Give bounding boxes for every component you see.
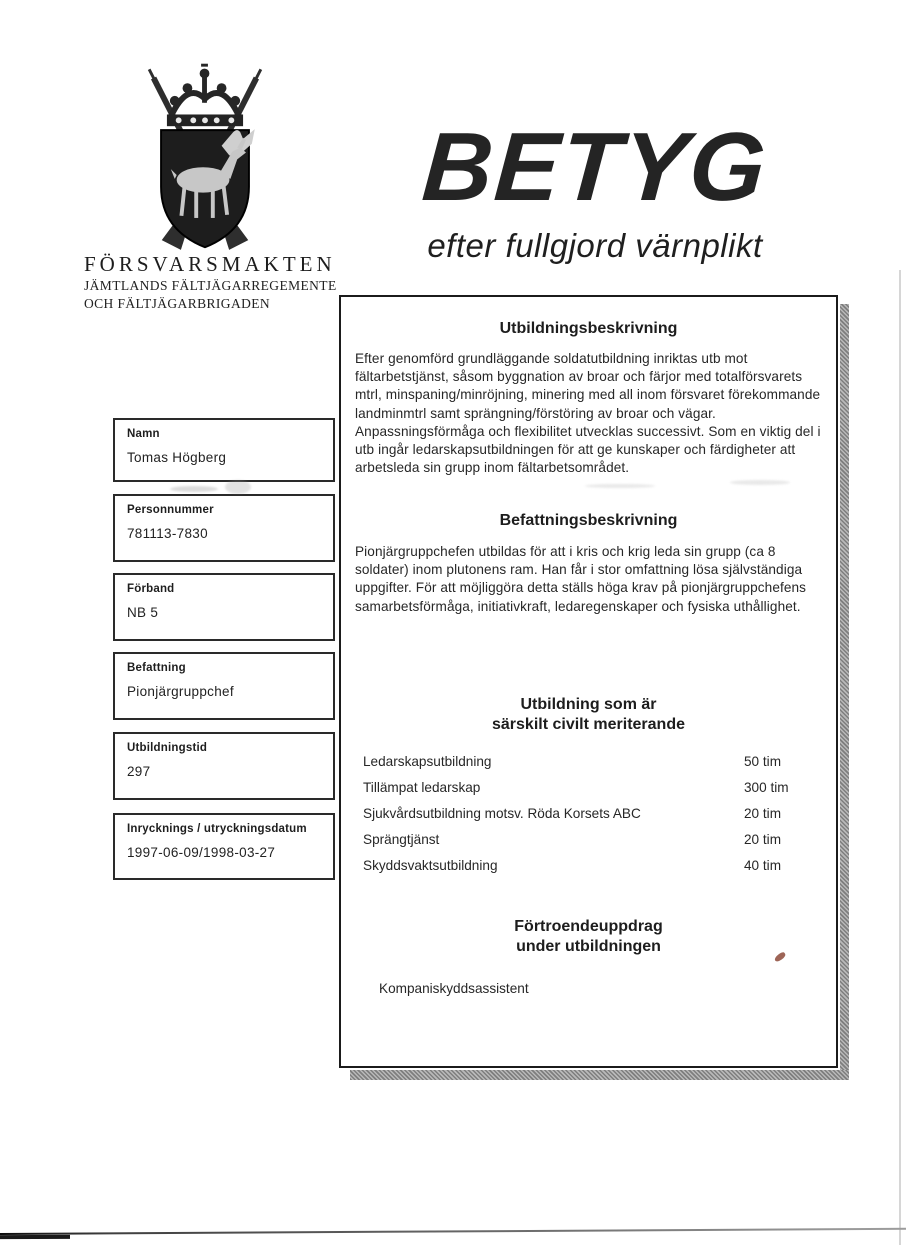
merit-heading-line2: särskilt civilt meriterande: [492, 716, 685, 734]
document-subtitle: efter fullgjord värnplikt: [427, 227, 763, 264]
section-heading-utbildning: Utbildningsbeskrivning: [499, 320, 678, 337]
section-heading-befattning: Befattningsbeskrivning: [499, 512, 678, 529]
scan-edge-right: [899, 270, 901, 1245]
merit-row: [341, 780, 836, 806]
field-box-utbildningstid: [113, 732, 335, 800]
box-shadow-bottom: [350, 1070, 849, 1080]
field-value: 297: [127, 764, 151, 779]
fortroende-heading-line1: Förtroendeuppdrag: [514, 918, 663, 935]
field-label: Namn: [127, 428, 160, 440]
merit-row: [341, 858, 836, 884]
merit-list: [341, 754, 836, 884]
section-heading-merit: [341, 695, 836, 736]
merit-label: Sjukvårdsutbildning motsv. Röda Korsets ABC: [363, 806, 641, 821]
field-label: Personnummer: [127, 504, 214, 516]
field-box-forband: [113, 573, 335, 641]
merit-label: Tillämpat ledarskap: [363, 780, 481, 795]
field-box-befattning: [113, 652, 335, 720]
org-regiment: JÄMTLANDS FÄLTJÄGARREGEMENTE: [84, 278, 337, 294]
field-value: Tomas Högberg: [127, 450, 227, 465]
field-box-personnummer: [113, 494, 335, 562]
fortroende-heading-line2: under utbildningen: [516, 938, 661, 956]
box-shadow-right: [840, 304, 849, 1080]
description-panel: [339, 295, 838, 1068]
scan-edge-bottom-blob: [0, 1235, 70, 1239]
regiment-crest-icon: [110, 52, 300, 257]
scan-edge-bottom: [0, 1228, 906, 1235]
field-label: Befattning: [127, 662, 186, 674]
merit-hours: 20 tim: [744, 832, 782, 847]
merit-hours: 300 tim: [744, 780, 789, 795]
merit-label: Sprängtjänst: [363, 832, 440, 847]
org-name: FÖRSVARSMAKTEN: [84, 252, 336, 276]
crown-icon: [167, 64, 243, 126]
field-label: Utbildningstid: [127, 742, 208, 754]
pencil-smudge: [225, 480, 251, 494]
field-value: Pionjärgruppchef: [127, 684, 234, 699]
field-value: 1997-06-09/1998-03-27: [127, 845, 276, 860]
commission-value: Kompaniskyddsassistent: [379, 981, 529, 996]
merit-label: Skyddsvaktsutbildning: [363, 858, 498, 873]
faint-mark: [730, 480, 790, 485]
merit-hours: 50 tim: [744, 754, 782, 769]
field-value: 781113-7830: [127, 526, 208, 541]
merit-heading-line1: Utbildning som är: [520, 696, 657, 713]
merit-label: Ledarskapsutbildning: [363, 754, 492, 769]
org-brigade: OCH FÄLTJÄGARBRIGADEN: [84, 295, 271, 311]
field-value: NB 5: [127, 605, 159, 620]
merit-row: [341, 754, 836, 780]
document-title: BETYG: [419, 112, 771, 221]
merit-row: [341, 832, 836, 858]
section-body-utbildning: Efter genomförd grundläggande soldatutbildning inriktas utb mot fältarbetstjänst, såsom byggnation av broar och färjor med totalförsvarets mtrl, minspaning/minröjning, minering med all inom försvaret förekommande landminmtrl samt sprängning/förstöring av broar och vägar. Anpassningsförmåga och flexibilitet utvecklas successivt. Som en viktig del i utb ingår ledarskapsutbildningen för att ge kunskaper och färdigheter att arbetsleda sin grupp inom fältarbetsområdet.: [355, 351, 821, 476]
pencil-smudge: [170, 486, 218, 492]
merit-hours: 40 tim: [744, 858, 782, 873]
section-heading-fortroende: [341, 917, 836, 958]
faint-mark: [585, 484, 655, 488]
section-body-befattning: Pionjärgruppchefen utbildas för att i kris och krig leda sin grupp (ca 8 soldater) inom plutonens ram. Han får i stor omfattning lösa självständiga uppgifter. För att möjliggöra detta ställs höga krav på pionjärgruppchefens samarbetsförmåga, initiativkraft, ledaregenskaper och fysiska uthållighet.: [355, 544, 807, 614]
field-label: Inrycknings / utryckningsdatum: [127, 823, 307, 835]
merit-row: [341, 806, 836, 832]
field-label: Förband: [127, 583, 175, 595]
title-block: [345, 112, 845, 265]
merit-hours: 20 tim: [744, 806, 782, 821]
field-box-namn: [113, 418, 335, 482]
field-box-datum: [113, 813, 335, 880]
